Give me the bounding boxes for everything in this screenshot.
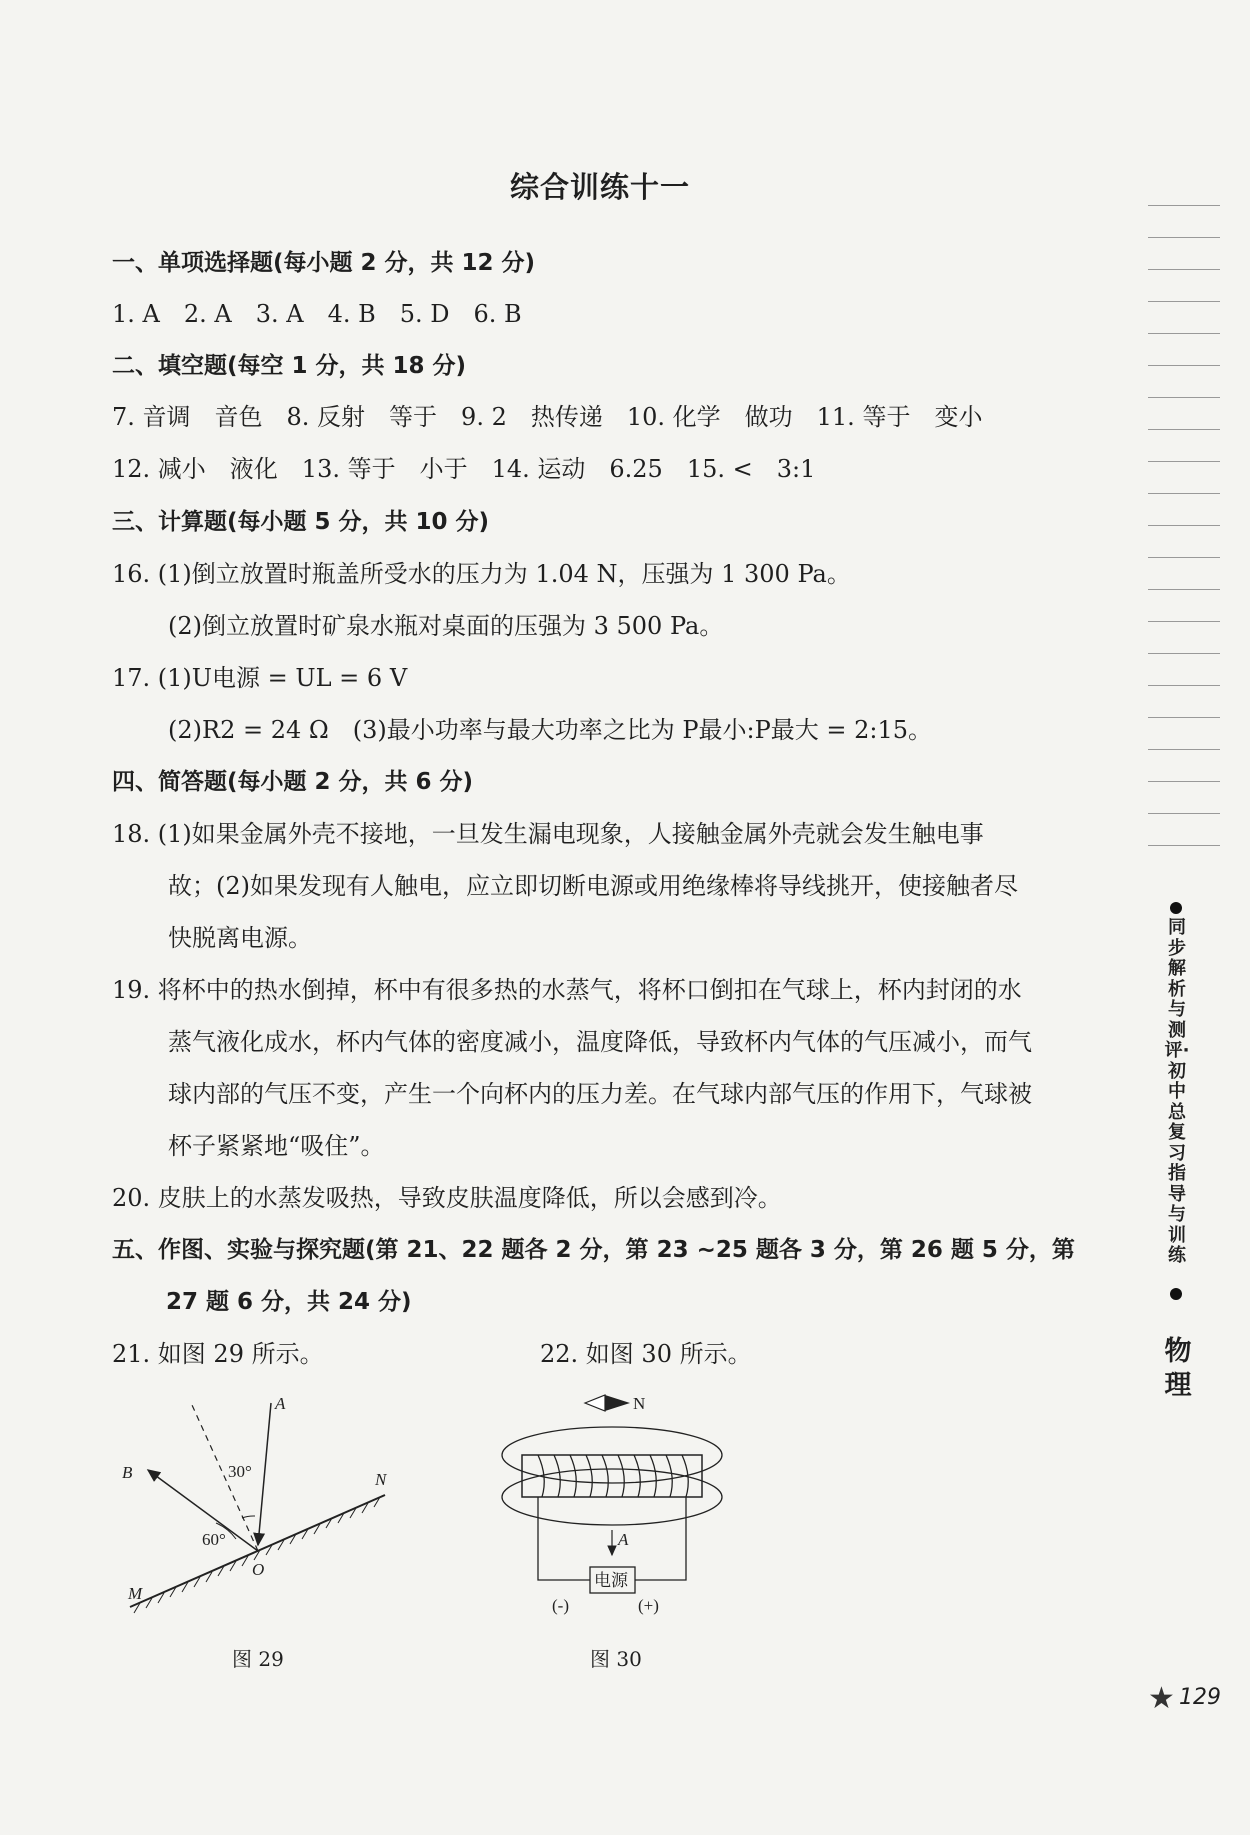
margin-rule <box>1148 813 1220 814</box>
answer-17-part2: (2)R2 = 24 Ω (3)最小功率与最大功率之比为 P最小:P最大 = 2:15。 <box>168 716 933 744</box>
figure-30-electromagnet-diagram <box>490 1385 750 1625</box>
compass-label-N: N <box>633 1394 646 1413</box>
terminal-positive: (+) <box>638 1596 659 1615</box>
compass-needle-south <box>585 1395 605 1411</box>
margin-rule <box>1148 333 1220 334</box>
margin-rule <box>1148 621 1220 622</box>
margin-rule <box>1148 525 1220 526</box>
answer-17-part1: 17. (1)U电源 = UL = 6 V <box>112 664 408 692</box>
figure-29-caption: 图 29 <box>232 1647 284 1671</box>
coil-windings <box>538 1455 688 1497</box>
label-O: O <box>252 1560 265 1579</box>
margin-rule <box>1148 365 1220 366</box>
figure-30-caption: 图 30 <box>590 1647 642 1671</box>
label-M: M <box>128 1584 143 1603</box>
angle-30: 30° <box>228 1462 252 1481</box>
subject-label: 物理 <box>1164 1336 1192 1401</box>
incident-ray <box>258 1403 271 1545</box>
answer-18-line1: 18. (1)如果金属外壳不接地，一旦发生漏电现象，人接触金属外壳就会发生触电事 <box>112 820 984 848</box>
answer-19-line1: 19. 将杯中的热水倒掉，杯中有很多热的水蒸气，将杯口倒扣在气球上，杯内封闭的水 <box>112 976 1022 1004</box>
answer-16-part1: 16. (1)倒立放置时瓶盖所受水的压力为 1.04 N，压强为 1 300 Pa。 <box>112 560 851 588</box>
section-heading-3: 三、计算题(每小题 5 分，共 10 分) <box>112 509 490 535</box>
answer-line-fill-1: 7. 音调 音色 8. 反射 等于 9. 2 热传递 10. 化学 做功 11. 等于 变小 <box>112 403 983 431</box>
series-title-vertical: 同步解析与测评·初中总复习指导与训练 <box>1164 917 1190 1266</box>
label-A: A <box>275 1394 286 1413</box>
answer-16-part2: (2)倒立放置时矿泉水瓶对桌面的压强为 3 500 Pa。 <box>168 612 724 640</box>
margin-rule <box>1148 557 1220 558</box>
answer-21: 21. 如图 29 所示。 <box>112 1340 324 1368</box>
answer-19-line4: 杯子紧紧地“吸住”。 <box>168 1132 385 1160</box>
margin-rule <box>1148 237 1220 238</box>
answer-22: 22. 如图 30 所示。 <box>540 1340 752 1368</box>
margin-rule <box>1148 205 1220 206</box>
sidebar-dot-bottom <box>1170 1288 1182 1300</box>
wire-right <box>635 1497 686 1580</box>
margin-rule <box>1148 717 1220 718</box>
label-B: B <box>122 1463 133 1482</box>
angle-60: 60° <box>202 1530 226 1549</box>
margin-rule <box>1148 461 1220 462</box>
answer-19-line3: 球内部的气压不变，产生一个向杯内的压力差。在气球内部气压的作用下，气球被 <box>168 1080 1032 1108</box>
terminal-negative: (-) <box>552 1596 569 1615</box>
label-N: N <box>375 1470 387 1489</box>
section-heading-2: 二、填空题(每空 1 分，共 18 分) <box>112 353 467 379</box>
figure-29-reflection-diagram <box>120 1385 420 1625</box>
answer-19-line2: 蒸气液化成水，杯内气体的密度减小，温度降低，导致杯内气体的气压减小，而气 <box>168 1028 1032 1056</box>
answer-line-choice: 1. A 2. A 3. A 4. B 5. D 6. B <box>112 300 522 328</box>
margin-rule <box>1148 685 1220 686</box>
section-heading-4: 四、简答题(每小题 2 分，共 6 分) <box>112 769 474 795</box>
margin-rule <box>1148 269 1220 270</box>
section-heading-5-line1: 五、作图、实验与探究题(第 21、22 题各 2 分，第 23 ~25 题各 3 分，第 26 题 5 分，第 <box>112 1237 1075 1263</box>
page-number: 129 <box>1179 1685 1221 1710</box>
margin-rule <box>1148 781 1220 782</box>
answer-18-line3: 快脱离电源。 <box>168 924 312 952</box>
answer-20: 20. 皮肤上的水蒸发吸热，导致皮肤温度降低，所以会感到冷。 <box>112 1184 782 1212</box>
compass-needle-north <box>605 1395 630 1411</box>
margin-rule <box>1148 653 1220 654</box>
sidebar-dot-top <box>1170 902 1182 914</box>
page-title: 综合训练十一 <box>509 170 690 204</box>
margin-rule <box>1148 845 1220 846</box>
current-label-A: A <box>618 1530 629 1549</box>
answer-line-fill-2: 12. 减小 液化 13. 等于 小于 14. 运动 6.25 15. < 3:1 <box>112 455 816 483</box>
section-heading-5-line2: 27 题 6 分，共 24 分) <box>166 1289 412 1315</box>
iron-core <box>522 1455 702 1497</box>
margin-rule <box>1148 429 1220 430</box>
margin-rule <box>1148 493 1220 494</box>
margin-rule <box>1148 301 1220 302</box>
power-source-label: 电源 <box>594 1571 628 1590</box>
answer-18-line2: 故；(2)如果发现有人触电，应立即切断电源或用绝缘棒将导线挑开，使接触者尽 <box>168 872 1018 900</box>
margin-rule <box>1148 749 1220 750</box>
margin-rule <box>1148 397 1220 398</box>
margin-rule <box>1148 589 1220 590</box>
section-heading-1: 一、单项选择题(每小题 2 分，共 12 分) <box>112 250 536 276</box>
star-icon: ★ <box>1148 1681 1175 1716</box>
wire-left <box>538 1497 590 1580</box>
